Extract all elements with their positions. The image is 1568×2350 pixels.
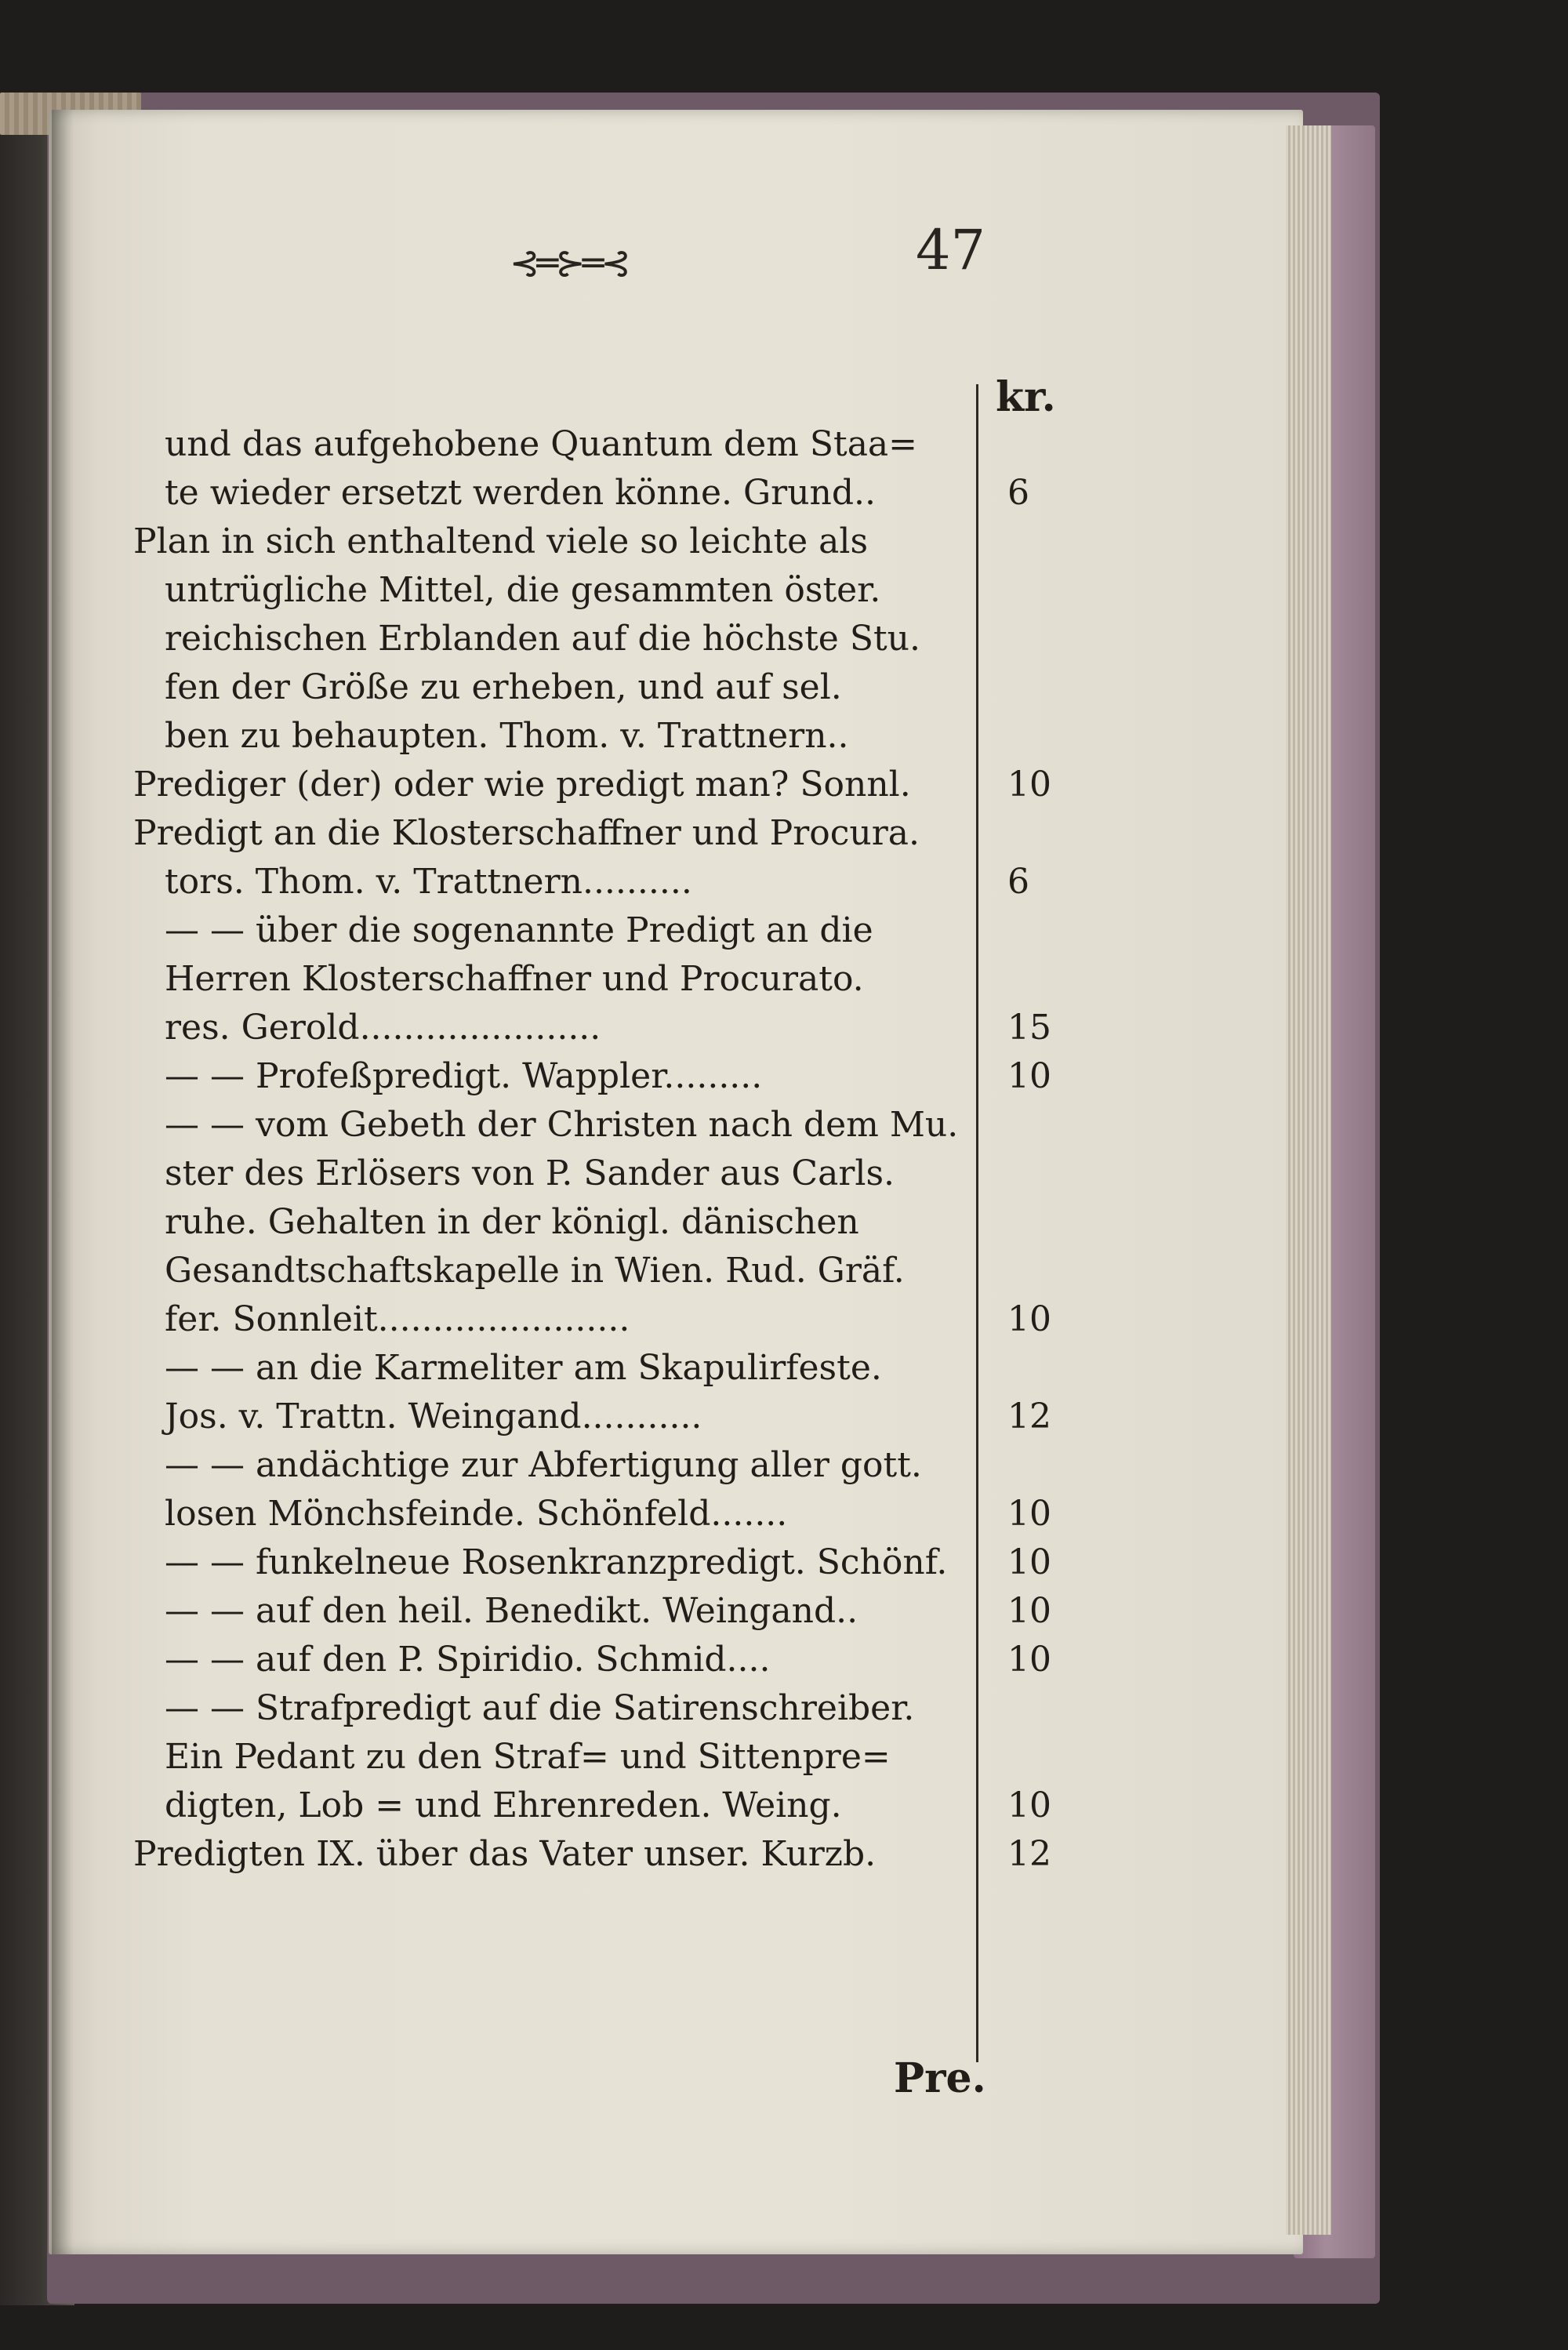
catalog-line-text: ster des Erlösers von P. Sander aus Carls. [165,1153,895,1193]
page-gutter-shadow [52,110,74,2254]
catalog-line-text: res. Gerold...................... [165,1008,601,1048]
catalog-line-text: losen Mönchsfeinde. Schönfeld....... [165,1494,788,1534]
catalog-line-text: tors. Thom. v. Trattnern.......... [165,862,692,902]
catalog-line [133,906,980,955]
catalog-line-text: — — andächtige zur Abfertigung aller gott. [165,1445,922,1485]
catalog-line-price: 10 [1007,1542,1051,1582]
catalog-line-price: 6 [1007,862,1029,902]
catalog-line-text: Predigten IX. über das Vater unser. Kurzb. [133,1834,877,1874]
catalog-line [133,1538,1051,1587]
catalog-line [133,1636,1051,1684]
catalog-line-text: — — an die Karmeliter am Skapulirfeste. [165,1348,882,1388]
catalog-line-text: Ein Pedant zu den Straf= und Sittenpre= [165,1737,891,1777]
page-header [486,212,1035,290]
catalog-line-text: — — Profeßpredigt. Wappler......... [165,1056,763,1096]
catalog-line [133,1295,1051,1344]
catalog-line [133,469,1029,518]
catalog-line-text: untrügliche Mittel, die gesammten öster. [165,570,881,610]
catalog-line [133,809,980,858]
catalog-line [133,1150,980,1198]
catalog-line [133,1490,1051,1538]
catalog-line-text: Prediger (der) oder wie predigt man? Sonnl. [133,765,911,805]
catalog-line-text: — — funkelneue Rosenkranzpredigt. Schönf. [165,1542,948,1582]
catalog-line [133,712,980,761]
catalog-line-text: reichischen Erblanden auf die höchste Stu. [165,619,920,659]
catalog-line-text: Predigt an die Klosterschaffner und Procura. [133,813,920,853]
catalog-line-text: ben zu behaupten. Thom. v. Trattnern.. [165,716,849,756]
catalog-line-text: Herren Klosterschaffner und Procurato. [165,959,864,999]
catalog-line-text: — — auf den P. Spiridio. Schmid.... [165,1640,771,1680]
catalog-line-text: te wieder ersetzt werden könne. Grund.. [165,473,877,513]
catalog-line-text: — — auf den heil. Benedikt. Weingand.. [165,1591,858,1631]
catalog-line-text: fer. Sonnleit....................... [165,1299,630,1339]
catalog-line [133,1004,1051,1052]
catchword: Pre. [894,2054,986,2102]
catalog-line-text: — — Strafpredigt auf die Satirenschreiber. [165,1688,915,1728]
catalog-line-price: 12 [1007,1834,1051,1874]
catalog-line-text: digten, Lob = und Ehrenreden. Weing. [165,1785,842,1825]
page-edges [1286,125,1331,2235]
catalog-line [133,1441,980,1490]
catalog-line-text: ruhe. Gehalten in der königl. dänischen [165,1202,859,1242]
catalog-line-price: 10 [1007,1494,1051,1534]
catalog-line-price: 10 [1007,765,1051,805]
catalog-line [133,1830,1051,1879]
catalog-line [133,1198,980,1247]
catalog-line [133,955,980,1004]
catalog-line-text: Jos. v. Trattn. Weingand........... [165,1397,702,1437]
catalog-line-price: 10 [1007,1056,1051,1096]
catalog-line-price: 12 [1007,1397,1051,1437]
catalog-line [133,663,980,712]
catalog-entries [133,420,1051,1879]
catalog-line [133,420,980,469]
catalog-line-text: — — vom Gebeth der Christen nach dem Mu. [165,1105,959,1145]
catalog-line-price: 6 [1007,473,1029,513]
catalog-line [133,518,980,566]
catalog-line [133,1393,1051,1441]
catalog-line-price: 10 [1007,1640,1051,1680]
catalog-line-text: Gesandtschaftskapelle in Wien. Rud. Gräf. [165,1251,905,1291]
header-ornament: ⊰═⊱═⊰ [510,242,629,284]
catalog-line [133,1587,1051,1636]
catalog-line-text: Plan in sich enthaltend viele so leichte als [133,521,869,561]
catalog-line-text: fen der Größe zu erheben, und auf sel. [165,667,842,707]
catalog-line [133,566,980,615]
catalog-line [133,1782,1051,1830]
catalog-line [133,1733,980,1782]
catalog-line [133,615,980,663]
page-number: 47 [916,218,986,282]
catalog-line [133,761,1051,809]
catalog-line-price: 10 [1007,1785,1051,1825]
catalog-line-price: 10 [1007,1591,1051,1631]
catalog-line [133,1247,980,1295]
price-column-label: kr. [996,373,1056,421]
catalog-line [133,1344,980,1393]
catalog-line [133,1684,980,1733]
catalog-line-text: und das aufgehobene Quantum dem Staa= [165,424,918,464]
catalog-line-price: 10 [1007,1299,1051,1339]
catalog-line [133,858,1029,906]
catalog-line [133,1052,1051,1101]
catalog-line-price: 15 [1007,1008,1051,1048]
catalog-line-text: — — über die sogenannte Predigt an die [165,910,873,950]
catalog-line [133,1101,980,1150]
